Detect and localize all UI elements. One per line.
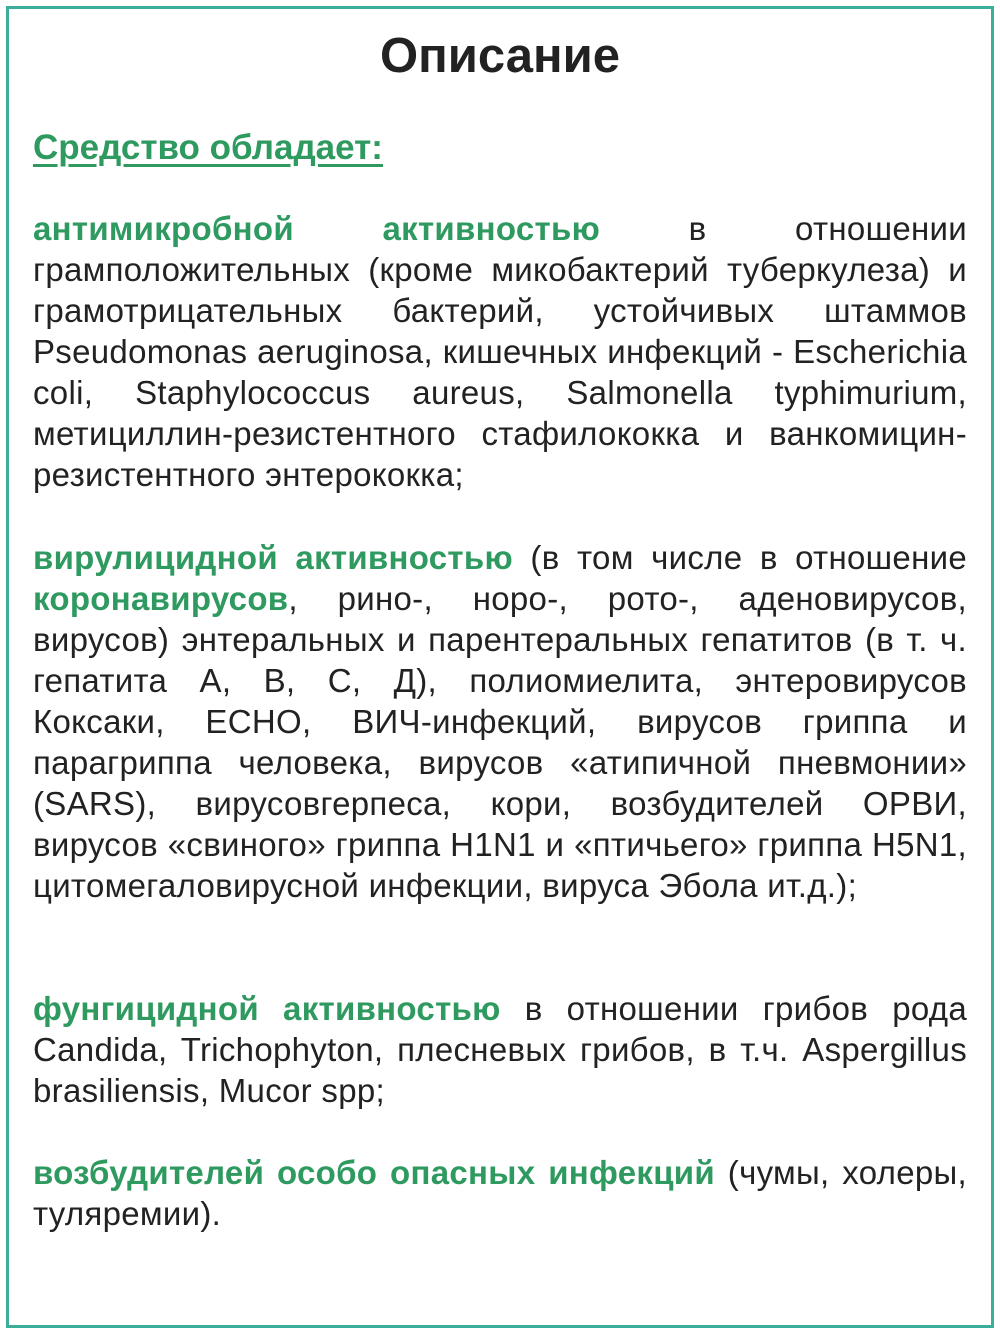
paragraph-lead: вирулицидной активностью bbox=[33, 539, 513, 576]
paragraph-lead: антимикробной активностью bbox=[33, 210, 601, 247]
paragraph-dangerous-infections bbox=[33, 1152, 967, 1234]
paragraph-text: в отношении грибов рода Candida, Trichophyton, плесневых грибов, в т.ч. Aspergillus brasiliensis, Mucor spp; bbox=[33, 990, 967, 1109]
paragraph-text: , рино-, норо-, рото-, аденовирусов, вирусов) энтеральных и парентеральных гепатитов (в т. ч. гепатита А, В, С, Д), полиомиелита, энтеровирусов Коксаки, ЕСНО, ВИЧ-инфекций, вирусов гриппа и парагриппа человека, вирусов «атипичной пневмонии» (SARS), вирусовгерпеса, кори, возбудителей ОРВИ, вирусов «свиного» гриппа H1N1 и «птичьего» гриппа H5N1, цитомегаловирусной инфекции, вируса Эбола ит.д.); bbox=[33, 580, 967, 904]
paragraph-virucidal bbox=[33, 537, 967, 906]
page-title: Описание bbox=[380, 29, 620, 83]
section-heading: Средство обладает: bbox=[33, 128, 383, 167]
paragraph-antimicrobial bbox=[33, 208, 967, 495]
paragraph-text: в отношении грамположительных (кроме микобактерий туберкулеза) и грамотрицательных бактерий, устойчивых штаммов Pseudomonas aeruginosa, кишечных инфекций - Escherichia coli, Staphylococcus aureus, Salmonella typhimurium, метициллин-резистентного стафилококка и ванкомицин-резистентного энтерококка; bbox=[33, 210, 967, 493]
paragraph-text: (чумы, холеры, туляремии). bbox=[33, 1154, 967, 1232]
paragraph-fungicidal bbox=[33, 988, 967, 1111]
paragraph-text: (в том числе в отношение bbox=[512, 539, 967, 576]
paragraph-lead: фунгицидной активностью bbox=[33, 990, 501, 1027]
paragraph-lead: возбудителей особо опасных инфекций bbox=[33, 1154, 715, 1191]
paragraph-highlight: коронавирусов bbox=[33, 580, 289, 617]
